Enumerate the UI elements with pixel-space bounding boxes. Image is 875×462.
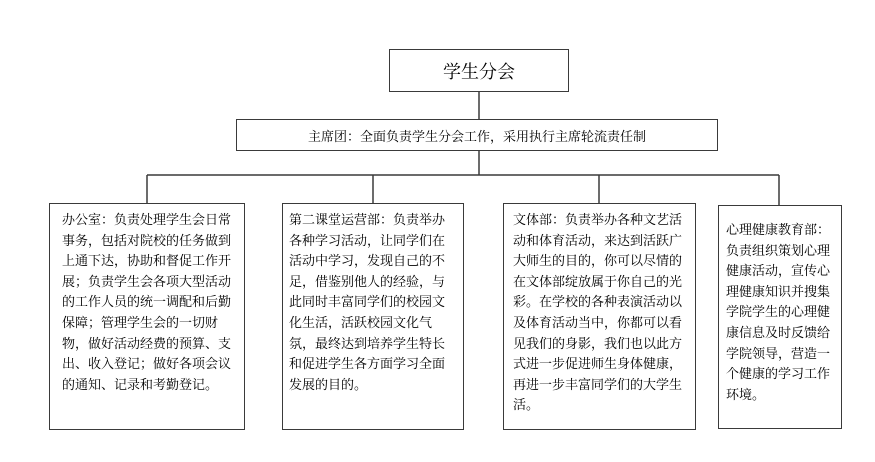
dept-node-second-classroom bbox=[282, 203, 464, 430]
root-node bbox=[389, 49, 569, 92]
dept-node-text: 第二课堂运营部：负责举办各种学习活动，让同学们在活动中学习，发现自己的不足，借鉴别他人的经验，与此同时丰富同学们的校园文化生活，活跃校园文化气氛，最终达到培养学生特长和促进学生各方面学习全面发展的目的。 bbox=[289, 213, 446, 393]
executive-node bbox=[236, 119, 718, 151]
dept-node-text: 文体部：负责举办各种文艺活动和体育活动，来达到活跃广大师生的目的，你可以尽情的在文体部绽放属于你自己的光彩。在学校的各种表演活动以及体育活动当中，你都可以看见我们的身影，我们也以此方式进一步促进师生身体健康，再进一步丰富同学们的大学生活。 bbox=[513, 213, 683, 414]
dept-node-text: 心理健康教育部：负责组织策划心理健康活动，宣传心理健康知识并搜集学院学生的心理健康信息及时反馈给学院领导，营造一个健康的学习工作环境。 bbox=[726, 223, 831, 403]
dept-node-arts-sports bbox=[503, 203, 696, 430]
executive-node-label: 主席团：全面负责学生分会工作，采用执行主席轮流责任制 bbox=[307, 129, 646, 145]
root-node-label: 学生分会 bbox=[443, 61, 515, 83]
dept-node-text: 办公室：负责处理学生会日常事务，包括对院校的任务做到上通下达，协助和督促工作开展；负责学生会各项大型活动的工作人员的统一调配和后勤保障；管理学生会的一切财物，做好活动经费的预算、支出、收入登记；做好各项会议的通知、记录和考勤登记。 bbox=[62, 213, 232, 393]
dept-node-mental-health bbox=[718, 205, 842, 429]
dept-node-office bbox=[49, 203, 245, 430]
